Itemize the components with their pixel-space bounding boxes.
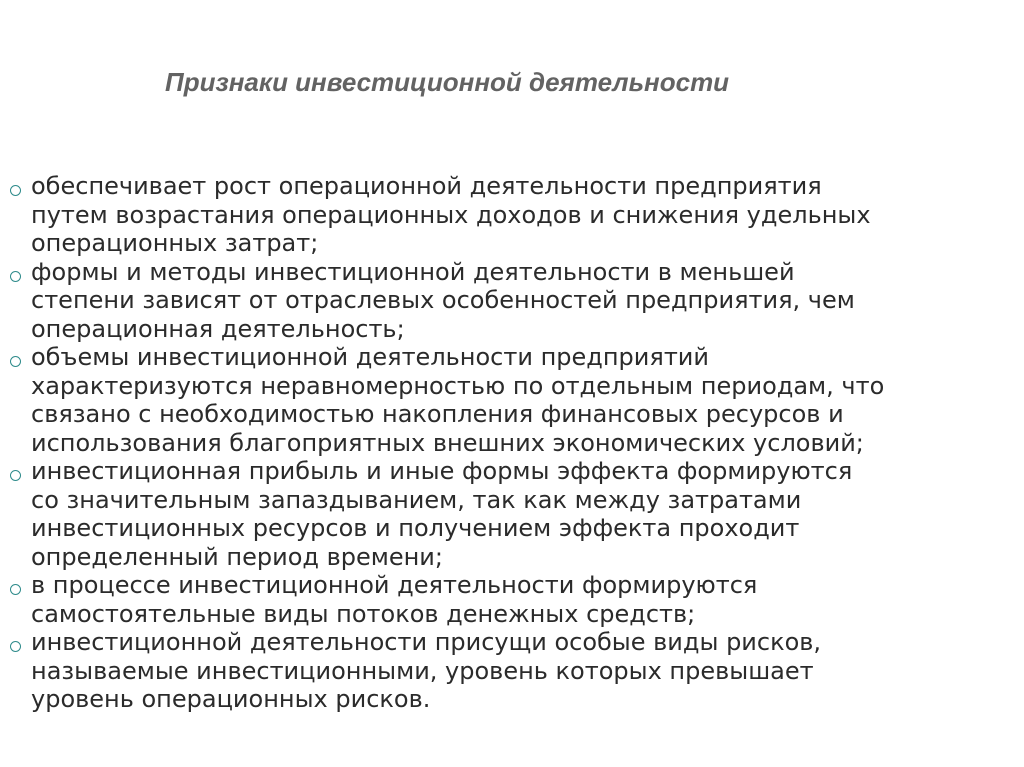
circle-bullet-icon <box>10 185 21 196</box>
bullet-text: объемы инвестиционной деятельности предприятий характеризуются неравномерностью по отдельным периодам, что связано с необходимостью накопления финансовых ресурсов и использования благоприятных внешних экономических условий; <box>31 343 885 457</box>
circle-bullet-icon <box>10 271 21 282</box>
circle-bullet-icon <box>10 470 21 481</box>
circle-bullet-icon <box>10 641 21 652</box>
bullet-text: в процессе инвестиционной деятельности формируются самостоятельные виды потоков денежных средств; <box>31 571 758 628</box>
bullet-item <box>9 343 1014 457</box>
bullet-item <box>9 457 1014 571</box>
bullet-item <box>9 172 1014 258</box>
bullet-text: инвестиционной деятельности присущи особые виды рисков, называемые инвестиционными, уровень которых превышает уровень операционных рисков. <box>31 628 822 713</box>
circle-bullet-icon <box>10 584 21 595</box>
bullet-text: инвестиционная прибыль и иные формы эффекта формируются со значительным запаздыванием, так как между затратами инвестиционных ресурсов и получением эффекта проходит определенный период времени; <box>31 457 853 571</box>
bullet-text: обеспечивает рост операционной деятельности предприятия путем возрастания операционных доходов и снижения удельных операционных затрат; <box>31 172 871 257</box>
circle-bullet-icon <box>10 356 21 367</box>
slide-title: Признаки инвестиционной деятельности <box>165 67 730 97</box>
bullet-text: формы и методы инвестиционной деятельности в меньшей степени зависят от отраслевых особенностей предприятия, чем операционная деятельность; <box>31 257 855 343</box>
bullet-item <box>9 628 1014 714</box>
bullet-item <box>9 258 1014 344</box>
bullet-list <box>9 172 1014 714</box>
bullet-item <box>9 571 1014 628</box>
